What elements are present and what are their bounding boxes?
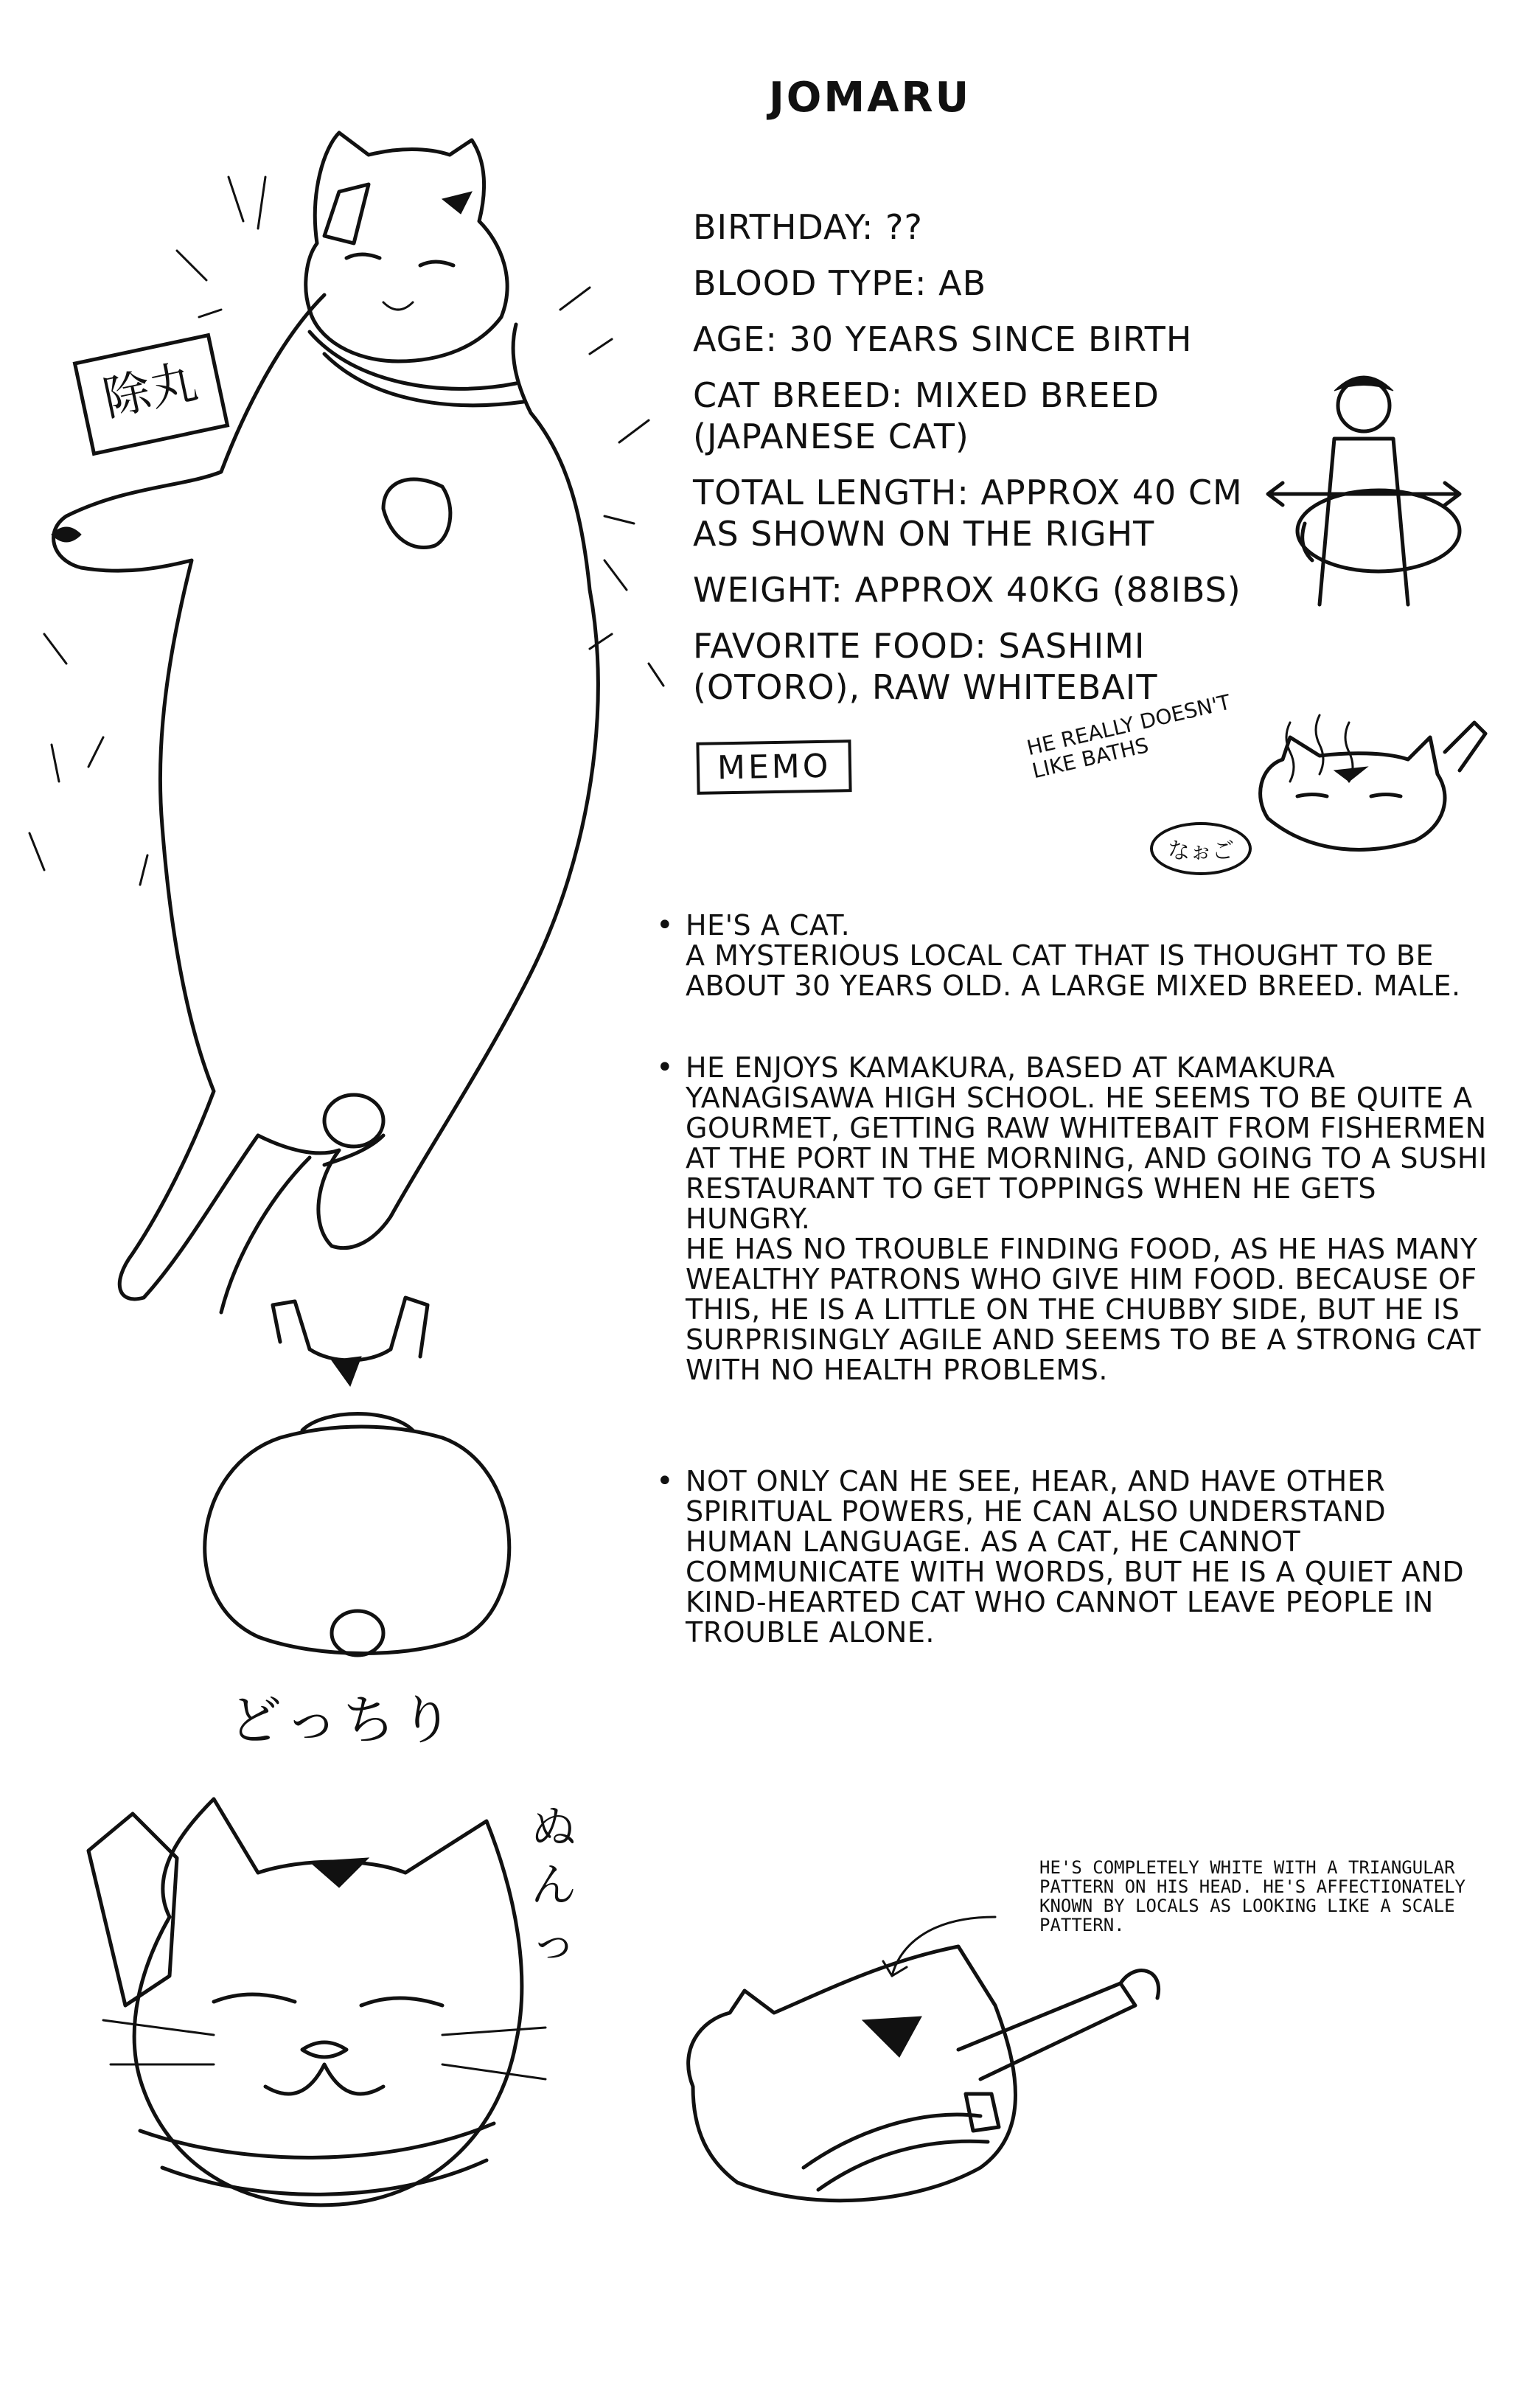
cat-head-scale-sketch [649, 1887, 1179, 2227]
profile-total-length: TOTAL LENGTH: APPROX 40 CM AS SHOWN ON THE RIGHT [693, 473, 1243, 554]
note-item [656, 1053, 1489, 1385]
grumble-sfx: ぬんっ [531, 1800, 577, 1969]
note-line: A MYSTERIOUS LOCAL CAT THAT IS THOUGHT TO BE ABOUT 30 YEARS OLD. A LARGE MIXED BREED. MALE. [686, 939, 1461, 1002]
note-line: HE HAS NO TROUBLE FINDING FOOD, AS HE HAS MANY WEALTHY PATRONS WHO GIVE HIM FOOD. BECAUSE OF THIS, HE IS A LITTLE ON THE CHUBBY SIDE, BUT HE IS SURPRISINGLY AGILE AND SEEMS TO BE A STRONG CAT WITH NO HEALTH PROBLEMS. [686, 1233, 1481, 1386]
profile-birthday: BIRTHDAY: ?? [693, 207, 923, 247]
profile-info [693, 206, 1253, 723]
person-holding-cat-sketch [1253, 369, 1474, 619]
profile-blood-type: BLOOD TYPE: AB [693, 263, 987, 303]
bullet-icon: • [656, 908, 674, 942]
bottom-sfx: どっちり [229, 1689, 458, 1751]
bullet-icon: • [656, 1051, 674, 1085]
note-line: HE ENJOYS KAMAKURA, BASED AT KAMAKURA YANAGISAWA HIGH SCHOOL. HE SEEMS TO BE QUITE A GOURMET, GETTING RAW WHITEBAIT FROM FISHERMEN AT THE PORT IN THE MORNING, AND GOING TO A SUSHI RESTAURANT TO GET TOPPINGS WHEN HE GETS HUNGRY. [686, 1051, 1488, 1235]
cat-rear-view-sketch [170, 1290, 553, 1674]
profile-favorite-food: FAVORITE FOOD: SASHIMI (OTORO), RAW WHITEBAIT [693, 626, 1158, 707]
bath-sfx-bubble: なぉご [1150, 822, 1252, 875]
cat-face-closeup [59, 1784, 560, 2256]
profile-cat-breed: CAT BREED: MIXED BREED (JAPANESE CAT) [693, 375, 1160, 456]
bath-cat-sketch [1238, 708, 1489, 870]
scale-pattern-caption: HE'S COMPLETELY WHITE WITH A TRIANGULAR PATTERN ON HIS HEAD. HE'S AFFECTIONATELY KNOWN BY LOCALS AS LOOKING LIKE A SCALE PATTERN. [1039, 1857, 1466, 1935]
memo-notes [656, 908, 1489, 1677]
note-item [656, 908, 1489, 1002]
name-sign: 除丸 [73, 333, 230, 456]
note-line: HE'S A CAT. [686, 909, 851, 942]
page-title: JOMARU [768, 74, 972, 122]
bath-caption: HE REALLY DOESN'T LIKE BATHS [1024, 689, 1233, 784]
profile-weight: WEIGHT: APPROX 40KG (88IBS) [693, 570, 1241, 610]
bullet-icon: • [656, 1464, 674, 1498]
note-item [656, 1466, 1489, 1648]
profile-age: AGE: 30 YEARS SINCE BIRTH [693, 319, 1193, 359]
note-line: NOT ONLY CAN HE SEE, HEAR, AND HAVE OTHER SPIRITUAL POWERS, HE CAN ALSO UNDERSTAND HUMAN LANGUAGE. AS A CAT, HE CANNOT COMMUNICATE WITH WORDS, BUT HE IS A QUIET AND KIND-HEARTED CAT WHO CANNOT LEAVE PEOPLE IN TROUBLE ALONE. [686, 1465, 1465, 1649]
memo-label: MEMO [696, 740, 852, 795]
